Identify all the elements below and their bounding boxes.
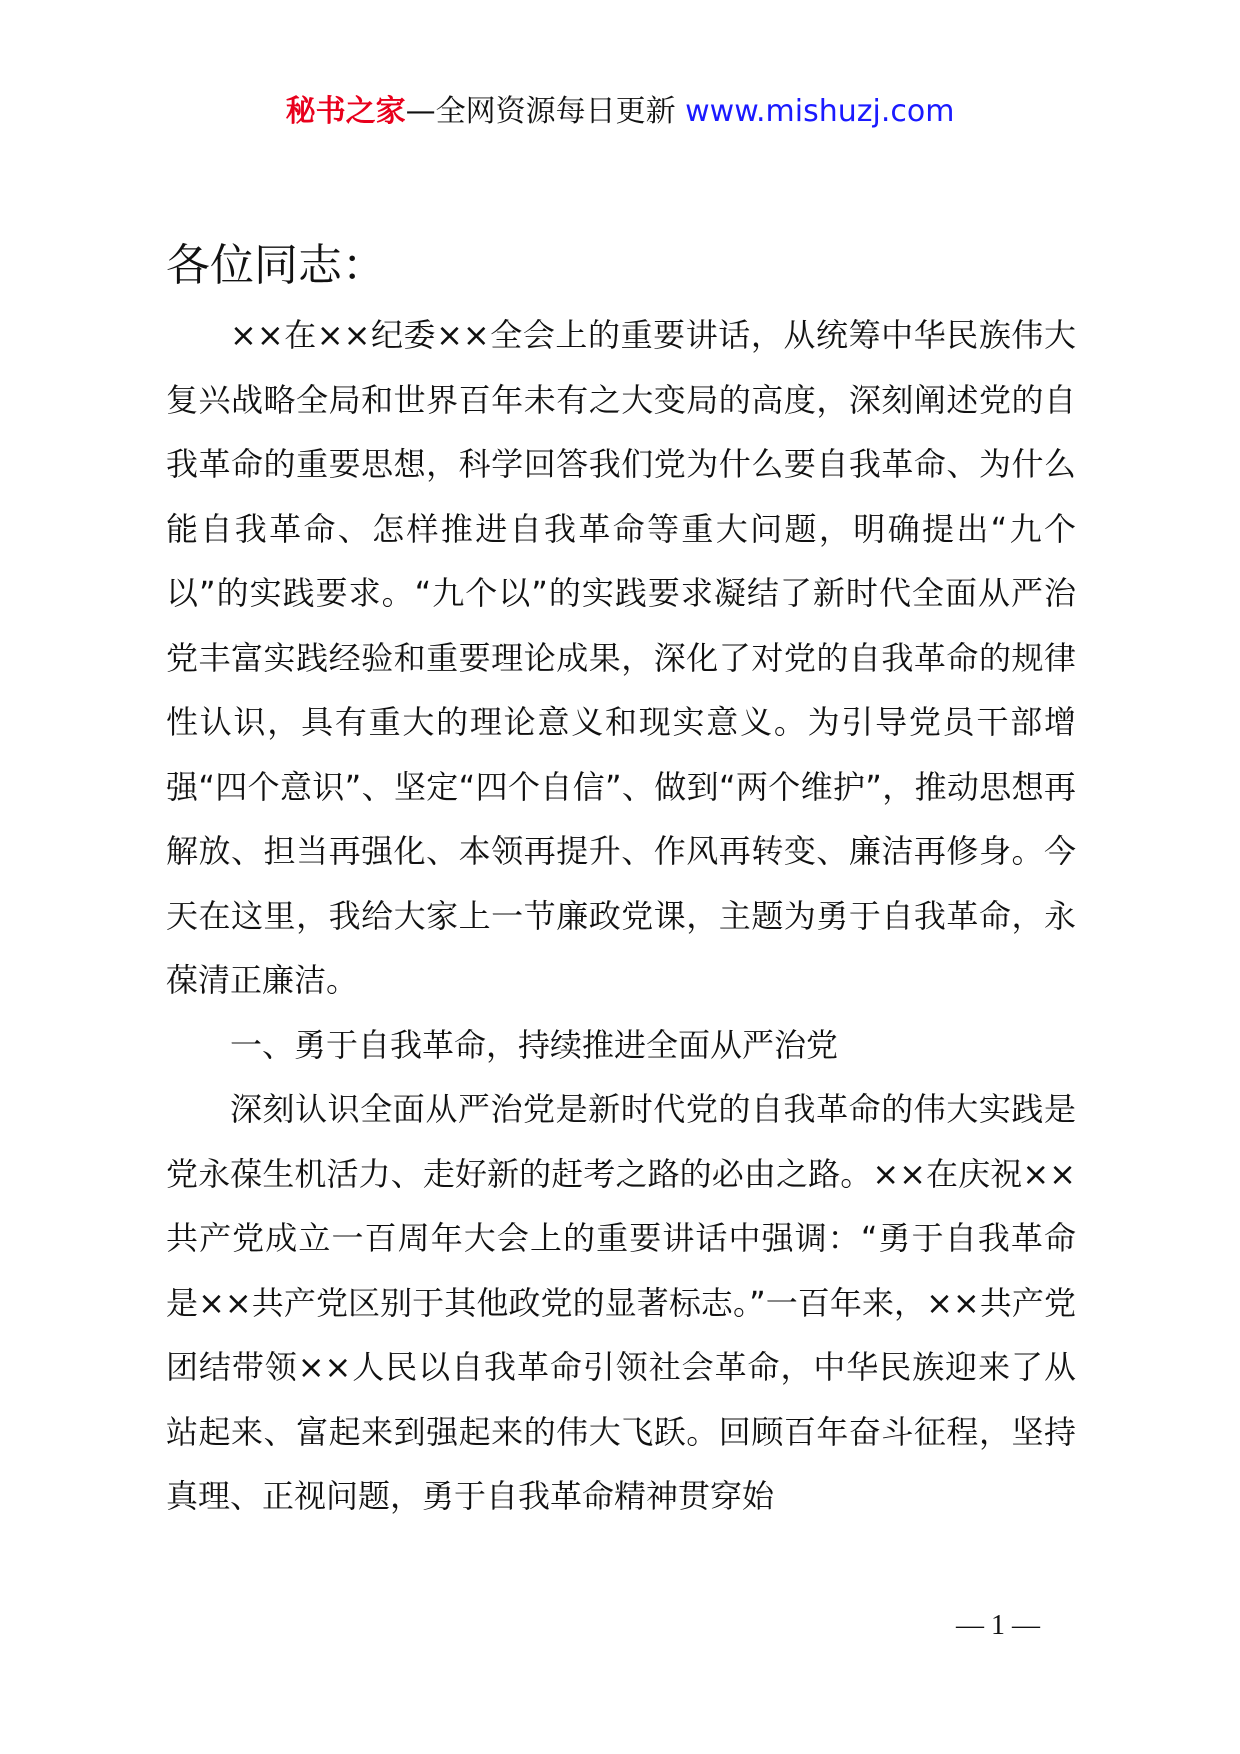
body-paragraph: ××在××纪委××全会上的重要讲话，从统筹中华民族伟大复兴战略全局和世界百年未有之大变局的高度，深刻阐述党的自我革命的重要思想，科学回答我们党为什么要自我革命、为什么能自我革命、怎样推进自我革命等重大问题，明确提出“九个以”的实践要求。“九个以”的实践要求凝结了新时代全面从严治党丰富实践经验和重要理论成果，深化了对党的自我革命的规律性认识，具有重大的理论意义和现实意义。为引导党员干部增强“四个意识”、坚定“四个自信”、做到“两个维护”，推动思想再解放、担当再强化、本领再提升、作风再转变、廉洁再修身。今天在这里，我给大家上一节廉政党课，主题为勇于自我革命，永葆清正廉洁。 [166, 316, 1076, 999]
brand-name: 秘书之家 [285, 94, 406, 129]
header-tagline: —全网资源每日更新 [405, 94, 686, 129]
body-paragraph: 深刻认识全面从严治党是新时代党的自我革命的伟大实践是党永葆生机活力、走好新的赶考之路的必由之路。××在庆祝××共产党成立一百周年大会上的重要讲话中强调：“勇于自我革命是××共产党区别于其他政党的显著标志。”一百年来，××共产党团结带领××人民以自我革命引领社会革命，中华民族迎来了从站起来、富起来到强起来的伟大飞跃。回顾百年奋斗征程，坚持真理、正视问题，勇于自我革命精神贯穿始 [166, 1090, 1076, 1515]
section-heading: 一、勇于自我革命，持续推进全面从严治党 [230, 1025, 839, 1064]
site-header-banner [0, 92, 1240, 132]
site-url-link[interactable]: www.mishuzj.com [685, 94, 955, 129]
document-body [166, 303, 1076, 1529]
salutation: 各位同志： [166, 240, 386, 291]
page-number: — 1 — [956, 1610, 1040, 1641]
